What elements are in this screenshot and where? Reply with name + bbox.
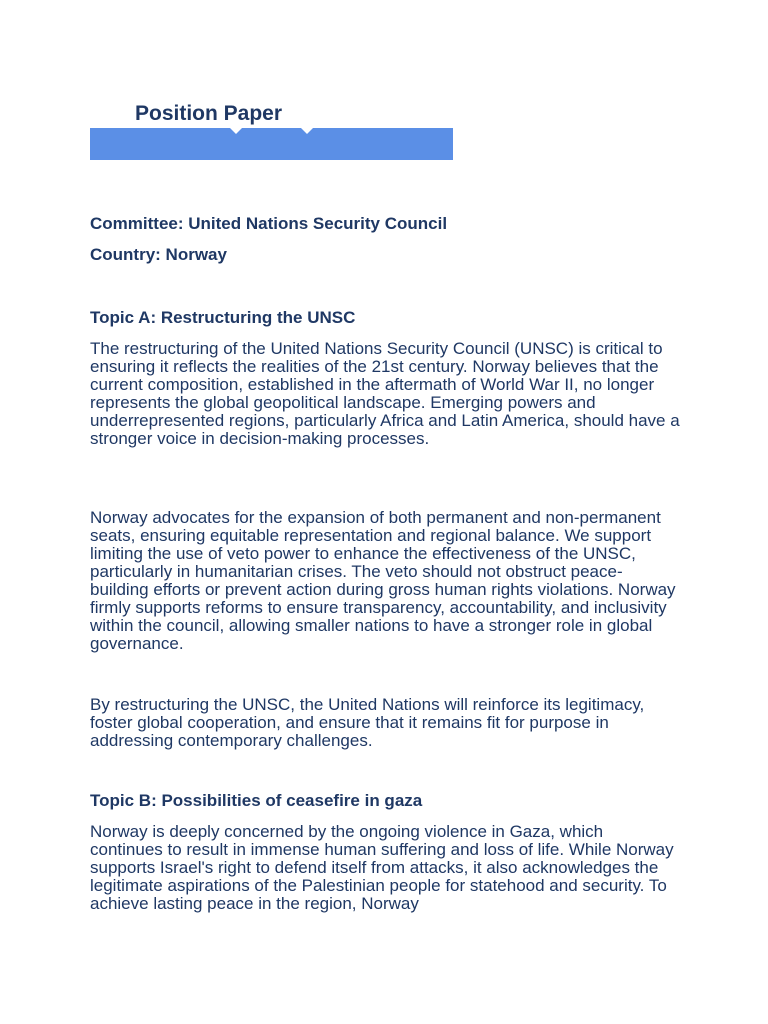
accent-notch <box>300 127 314 134</box>
title-accent-bar <box>90 128 453 160</box>
topic-a-paragraph-1: The restructuring of the United Nations Security Council (UNSC) is critical to ensuring it reflects the realities of the 21st century. Norway believes that the current composition, established in the aftermath of World War II, no longer represents the global geopolitical landscape. Emerging powers and underrepresented regions, particularly Africa and Latin America, should have a stronger voice in decision-making processes. <box>90 339 680 448</box>
topic-a-paragraph-2: Norway advocates for the expansion of both permanent and non-permanent seats, ensuring equitable representation and regional balance. We support limiting the use of veto power to enhance the effectiveness of the UNSC, particularly in humanitarian crises. The veto should not obstruct peace-building efforts or prevent action during gross human rights violations. Norway firmly supports reforms to ensure transparency, accountability, and inclusivity within the council, allowing smaller nations to have a stronger role in global governance. <box>90 508 676 653</box>
topic-b-heading: Topic B: Possibilities of ceasefire in gaza <box>90 791 423 810</box>
committee-line: Committee: United Nations Security Council <box>90 214 448 233</box>
accent-notch <box>229 127 243 134</box>
topic-b-paragraph-1: Norway is deeply concerned by the ongoing violence in Gaza, which continues to result in immense human suffering and loss of life. While Norway supports Israel's right to defend itself from attacks, it also acknowledges the legitimate aspirations of the Palestinian people for statehood and security. To achieve lasting peace in the region, Norway <box>90 822 674 913</box>
topic-a-heading: Topic A: Restructuring the UNSC <box>90 308 356 327</box>
topic-a-paragraph-3: By restructuring the UNSC, the United Nations will reinforce its legitimacy, foster global cooperation, and ensure that it remains fit for purpose in addressing contemporary challenges. <box>90 695 645 750</box>
document-title: Position Paper <box>135 102 283 125</box>
country-line: Country: Norway <box>90 245 227 264</box>
